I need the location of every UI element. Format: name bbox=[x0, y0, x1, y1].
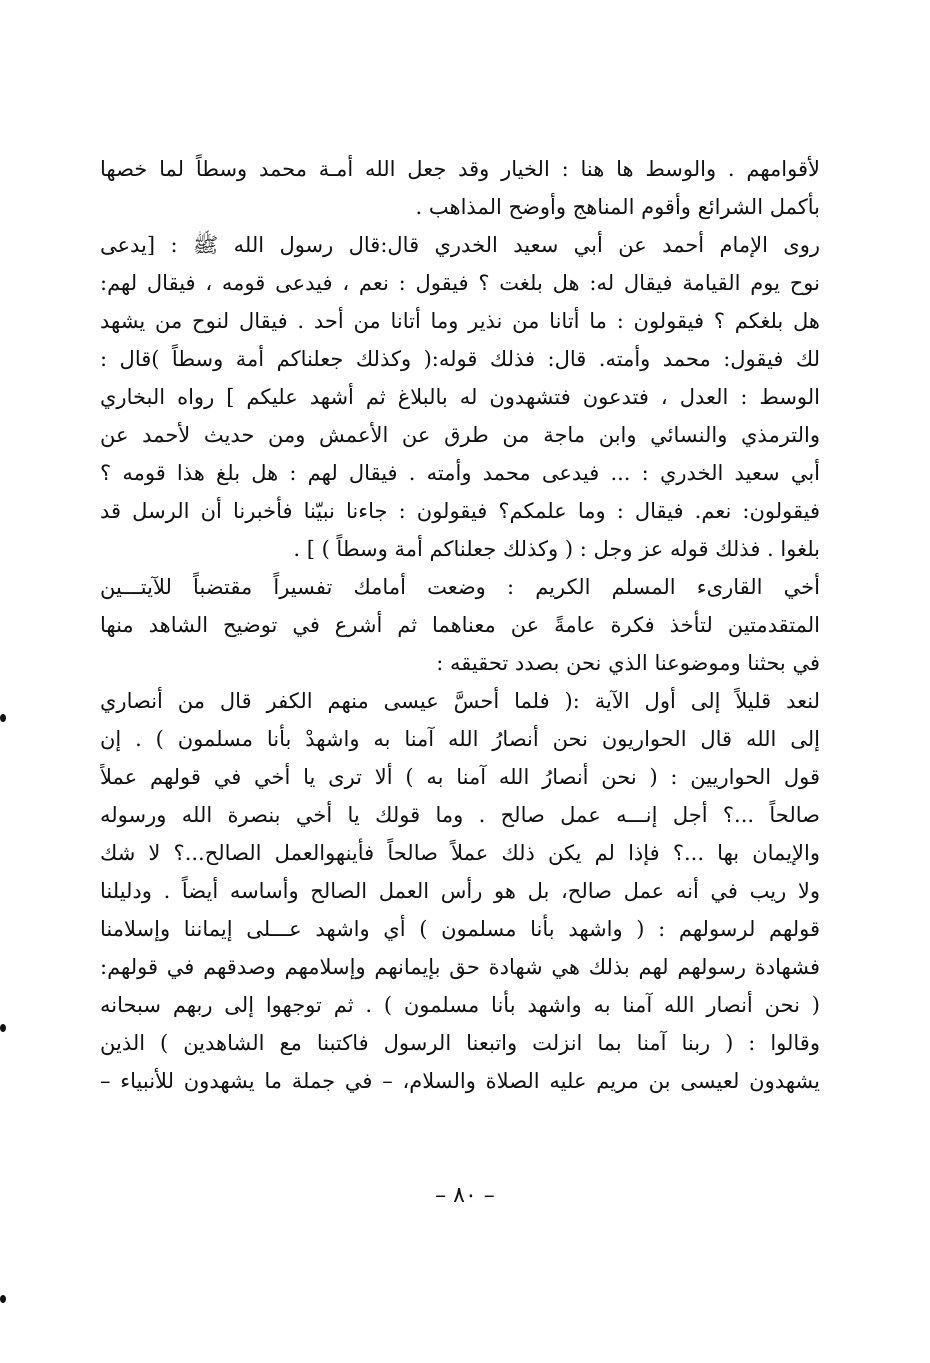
text-line: نوح يوم القيامة فيقال له: هل بلغت ؟ فيقول : نعم ، فيدعى قومه ، فيقال لهم: bbox=[100, 271, 820, 295]
text-line: هل بلغكم ؟ فيقولون : ما أتانا من نذير وما أتانا من أحد . فيقال لنوح من يشهد bbox=[100, 309, 820, 333]
text-line: يشهدون لعيسى بن مريم عليه الصلاة والسلام، – في جملة ما يشهدون للأنبياء – bbox=[100, 1069, 820, 1093]
text-line: بلغوا . فذلك قوله عز وجل : ( وكذلك جعلناكم أمة وسطاً ) ] . bbox=[293, 537, 820, 561]
text-line: وقالوا : ( ربنا آمنا بما انزلت واتبعنا الرسول فاكتبنا مع الشاهدين ) الذين bbox=[100, 1031, 820, 1055]
scan-mark bbox=[0, 1295, 6, 1303]
text-line: المتقدمتين لتأخذ فكرة عامةً عن معناهما ثم أشرع في توضيح الشاهد منها bbox=[100, 613, 820, 637]
text-line: بأكمل الشرائع وأقوم المناهج وأوضح المذاهب . bbox=[415, 195, 820, 219]
text-line: فيقولون: نعم. فيقال : وما علمكم؟ فيقولون : جاءنا نبيّنا فأخبرنا أن الرسل قد bbox=[100, 499, 820, 523]
text-line: قول الحواريين : ( نحن أنصارُ الله آمنا به ) ألا ترى يا أخي في قولهم عملاً bbox=[100, 765, 820, 789]
text-line: والترمذي والنسائي وابن ماجة من طرق عن الأعمش ومن حديث لأحمد عن bbox=[100, 423, 820, 447]
text-line: ولا ريب في أنه عمل صالح، بل هو رأس العمل الصالح وأساسه أيضاً . ودليلنا bbox=[100, 879, 820, 903]
text-line: فشهادة رسولهم لهم بذلك هي شهادة حق بإيمانهم وإسلامهم وصدقهم في قولهم: bbox=[100, 955, 820, 979]
text-line: لك فيقول: محمد وأمته. قال: فذلك قوله:( وكذلك جعلناكم أمة وسطاً )قال : bbox=[100, 347, 820, 371]
text-line: الوسط : العدل ، فتدعون فتشهدون له بالبلاغ ثم أشهد عليكم ] رواه البخاري bbox=[100, 385, 820, 409]
scan-mark bbox=[0, 714, 6, 722]
text-line: روى الإمام أحمد عن أبي سعيد الخدري قال:قال رسول الله ﷺ : [يدعى bbox=[100, 233, 820, 257]
text-line: أبي سعيد الخدري : ... فيدعى محمد وأمته . فيقال لهم : هل بلغ هذا قومه ؟ bbox=[100, 461, 820, 485]
page-number: – ٨٠ – bbox=[435, 1183, 495, 1208]
text-line: لأقوامهم . والوسط ها هنا : الخيار وقد جعل الله أمـة محمد وسطاً لما خصها bbox=[100, 157, 820, 181]
text-line: أخي القارىء المسلم الكريم : وضعت أمامك تفسيراً مقتضباً للآيتـــين bbox=[100, 575, 820, 599]
body-text bbox=[100, 150, 820, 1100]
text-line: قولهم لرسولهم : ( واشهد بأنا مسلمون ) أي واشهد عـــلى إيماننا وإسلامنا bbox=[100, 917, 820, 941]
text-line: لنعد قليلاً إلى أول الآية :( فلما أحسَّ عيسى منهم الكفر قال من أنصاري bbox=[100, 689, 820, 713]
text-line: في بحثنا وموضوعنا الذي نحن بصدد تحقيقه : bbox=[436, 651, 820, 675]
scan-mark bbox=[0, 1024, 6, 1032]
text-line: إلى الله قال الحواريون نحن أنصارُ الله آمنا به واشهدْ بأنا مسلمون ) . إن bbox=[100, 727, 820, 751]
text-line: ( نحن أنصار الله آمنا به واشهد بأنا مسلمون ) . ثم توجهوا إلى ربهم سبحانه bbox=[100, 993, 820, 1017]
text-line: والإيمان بها ...؟ فإذا لم يكن ذلك عملاً صالحاً فأينهوالعمل الصالح...؟ لا شك bbox=[100, 841, 820, 865]
text-line: صالحاً ...؟ أجل إنـــه عمل صالح . وما قولك يا أخي بنصرة الله ورسوله bbox=[100, 803, 820, 827]
